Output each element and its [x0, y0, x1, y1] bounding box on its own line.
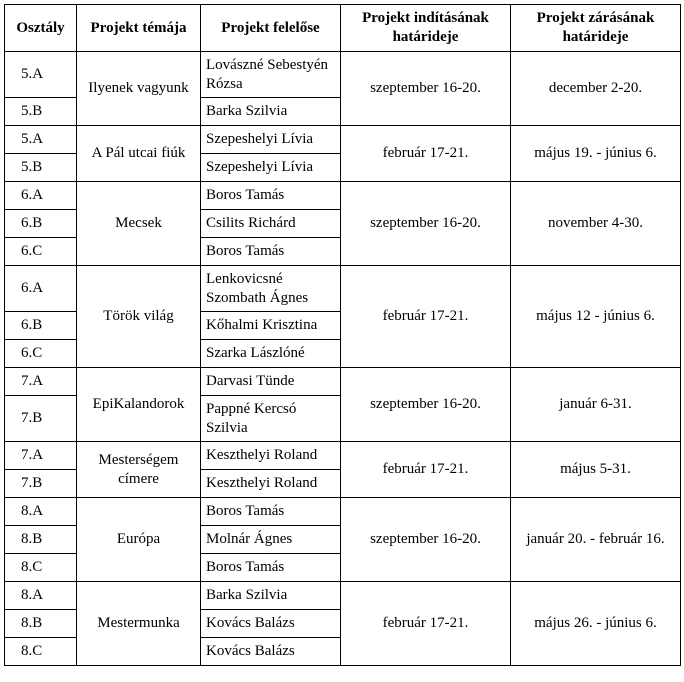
topic-cell: Mestermunka [77, 582, 201, 666]
responsible-cell: Boros Tamás [201, 182, 341, 210]
responsible-cell: Boros Tamás [201, 554, 341, 582]
table-row [5, 52, 681, 98]
class-cell: 8.B [5, 610, 77, 638]
end-deadline-cell: november 4-30. [511, 182, 681, 266]
responsible-cell: Szepeshelyi Lívia [201, 154, 341, 182]
start-deadline-cell: február 17-21. [341, 266, 511, 368]
start-deadline-cell: szeptember 16-20. [341, 498, 511, 582]
class-cell: 8.C [5, 638, 77, 666]
start-deadline-cell: február 17-21. [341, 582, 511, 666]
table-row [5, 368, 681, 396]
class-cell: 5.A [5, 52, 77, 98]
class-cell: 5.A [5, 126, 77, 154]
class-cell: 6.C [5, 340, 77, 368]
class-cell: 6.B [5, 312, 77, 340]
topic-cell: Török világ [77, 266, 201, 368]
responsible-cell: Szarka Lászlóné [201, 340, 341, 368]
class-cell: 8.C [5, 554, 77, 582]
class-cell: 8.A [5, 498, 77, 526]
class-cell: 6.A [5, 182, 77, 210]
responsible-cell: Boros Tamás [201, 498, 341, 526]
class-cell: 7.A [5, 442, 77, 470]
class-cell: 6.A [5, 266, 77, 312]
responsible-cell: Barka Szilvia [201, 98, 341, 126]
project-schedule-table [4, 4, 681, 666]
class-cell: 6.B [5, 210, 77, 238]
end-deadline-cell: január 6-31. [511, 368, 681, 442]
start-deadline-cell: február 17-21. [341, 126, 511, 182]
topic-cell: EpiKalandorok [77, 368, 201, 442]
header-end-deadline: Projekt zárásának határideje [511, 5, 681, 52]
end-deadline-cell: május 5-31. [511, 442, 681, 498]
table-body [5, 52, 681, 666]
responsible-cell: Kovács Balázs [201, 610, 341, 638]
topic-cell: Mecsek [77, 182, 201, 266]
responsible-cell: Szepeshelyi Lívia [201, 126, 341, 154]
class-cell: 8.A [5, 582, 77, 610]
header-responsible: Projekt felelőse [201, 5, 341, 52]
responsible-cell: Keszthelyi Roland [201, 442, 341, 470]
end-deadline-cell: május 26. - június 6. [511, 582, 681, 666]
topic-cell: Európa [77, 498, 201, 582]
class-cell: 7.B [5, 470, 77, 498]
responsible-cell: Darvasi Tünde [201, 368, 341, 396]
topic-cell: A Pál utcai fiúk [77, 126, 201, 182]
header-class: Osztály [5, 5, 77, 52]
responsible-cell: Keszthelyi Roland [201, 470, 341, 498]
responsible-cell: Csilits Richárd [201, 210, 341, 238]
end-deadline-cell: május 12 - június 6. [511, 266, 681, 368]
responsible-cell: Barka Szilvia [201, 582, 341, 610]
start-deadline-cell: február 17-21. [341, 442, 511, 498]
header-start-deadline: Projekt indításának határideje [341, 5, 511, 52]
table-row [5, 266, 681, 312]
header-topic: Projekt témája [77, 5, 201, 52]
class-cell: 7.A [5, 368, 77, 396]
table-row [5, 182, 681, 210]
table-row [5, 126, 681, 154]
start-deadline-cell: szeptember 16-20. [341, 368, 511, 442]
class-cell: 8.B [5, 526, 77, 554]
responsible-cell: Pappné Kercsó Szilvia [201, 396, 341, 442]
table-row [5, 442, 681, 470]
responsible-cell: Boros Tamás [201, 238, 341, 266]
topic-cell: Ilyenek vagyunk [77, 52, 201, 126]
responsible-cell: Kőhalmi Krisztina [201, 312, 341, 340]
class-cell: 7.B [5, 396, 77, 442]
class-cell: 6.C [5, 238, 77, 266]
start-deadline-cell: szeptember 16-20. [341, 182, 511, 266]
class-cell: 5.B [5, 154, 77, 182]
topic-cell: Mesterségem címere [77, 442, 201, 498]
start-deadline-cell: szeptember 16-20. [341, 52, 511, 126]
end-deadline-cell: január 20. - február 16. [511, 498, 681, 582]
end-deadline-cell: május 19. - június 6. [511, 126, 681, 182]
header-row [5, 5, 681, 52]
end-deadline-cell: december 2-20. [511, 52, 681, 126]
responsible-cell: Lovászné Sebestyén Rózsa [201, 52, 341, 98]
table-row [5, 498, 681, 526]
responsible-cell: Kovács Balázs [201, 638, 341, 666]
responsible-cell: Molnár Ágnes [201, 526, 341, 554]
class-cell: 5.B [5, 98, 77, 126]
responsible-cell: Lenkovicsné Szombath Ágnes [201, 266, 341, 312]
table-row [5, 582, 681, 610]
